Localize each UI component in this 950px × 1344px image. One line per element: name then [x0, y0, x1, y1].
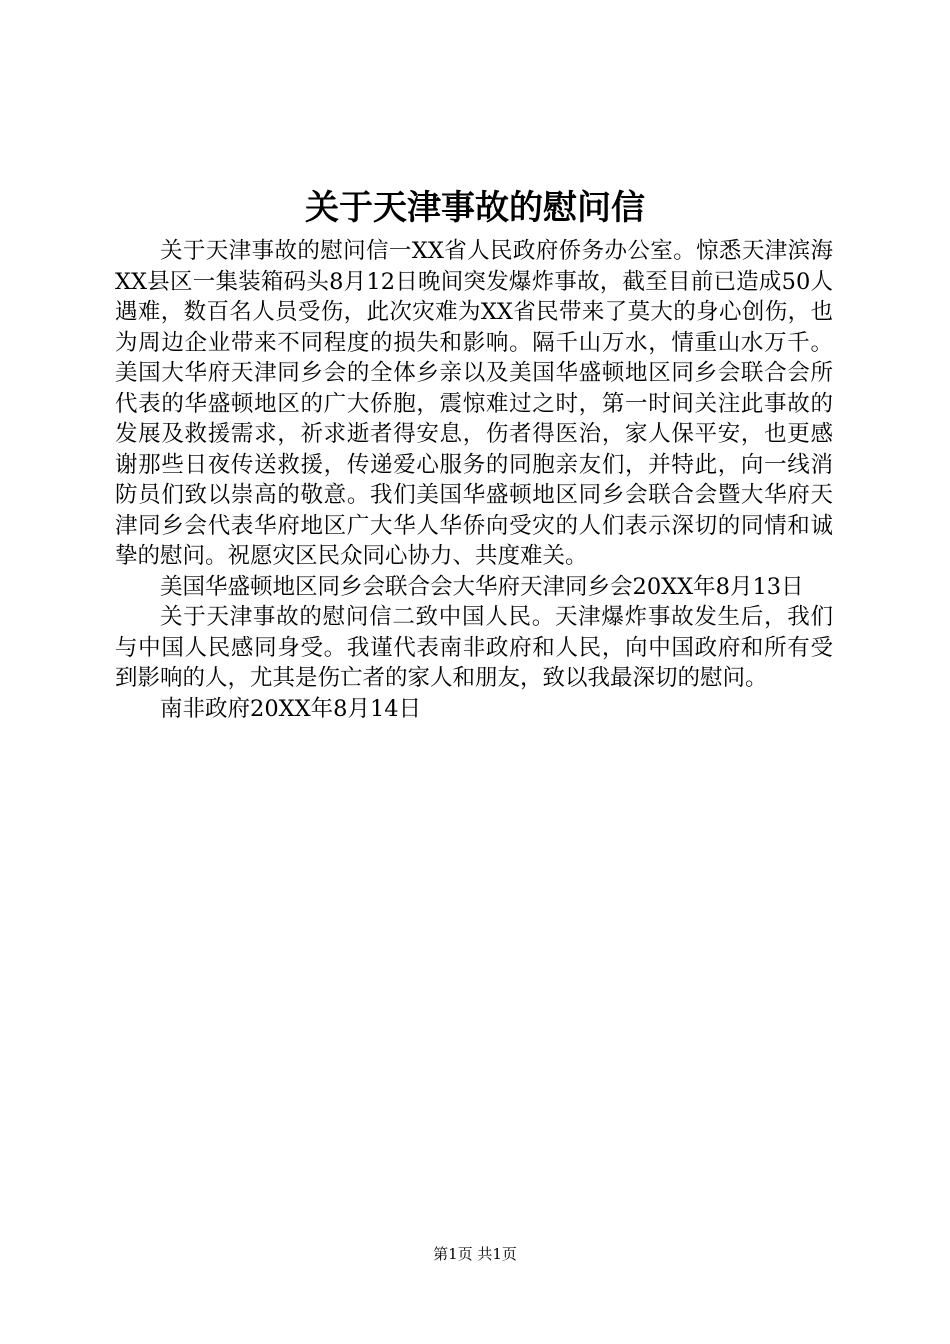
paragraph-letter-one: 关于天津事故的慰问信一XX省人民政府侨务办公室。惊悉天津滨海XX县区一集装箱码头8月12日晚间突发爆炸事故，截至目前已造成50人遇难，数百名人员受伤，此次灾难为XX省民带来了莫大的身心创伤，也为周边企业带来不同程度的损失和影响。隔千山万水，情重山水万千。美国大华府天津同乡会的全体乡亲以及美国华盛顿地区同乡会联合会所代表的华盛顿地区的广大侨胞，震惊难过之时，第一时间关注此事故的发展及救援需求，祈求逝者得安息，伤者得医治，家人保平安，也更感谢那些日夜传送救援，传递爱心服务的同胞亲友们，并特此，向一线消防员们致以崇高的敬意。我们美国华盛顿地区同乡会联合会暨大华府天津同乡会代表华府地区广大华人华侨向受灾的人们表示深切的同情和诚挚的慰问。祝愿灾区民众同心协力、共度难关。 [115, 238, 833, 569]
paragraph-signature-two: 南非政府20XX年8月14日 [160, 695, 422, 722]
paragraph-signature-one: 美国华盛顿地区同乡会联合会大华府天津同乡会20XX年8月13日 [160, 573, 804, 600]
document-title: 关于天津事故的慰问信 [305, 188, 645, 228]
document-body [115, 236, 833, 724]
page-number-footer: 第1页 共1页 [433, 1245, 517, 1263]
paragraph-letter-two: 关于天津事故的慰问信二致中国人民。天津爆炸事故发生后，我们与中国人民感同身受。我谨代表南非政府和人民，向中国政府和所有受到影响的人，尤其是伤亡者的家人和朋友，致以我最深切的慰问。 [115, 604, 833, 691]
